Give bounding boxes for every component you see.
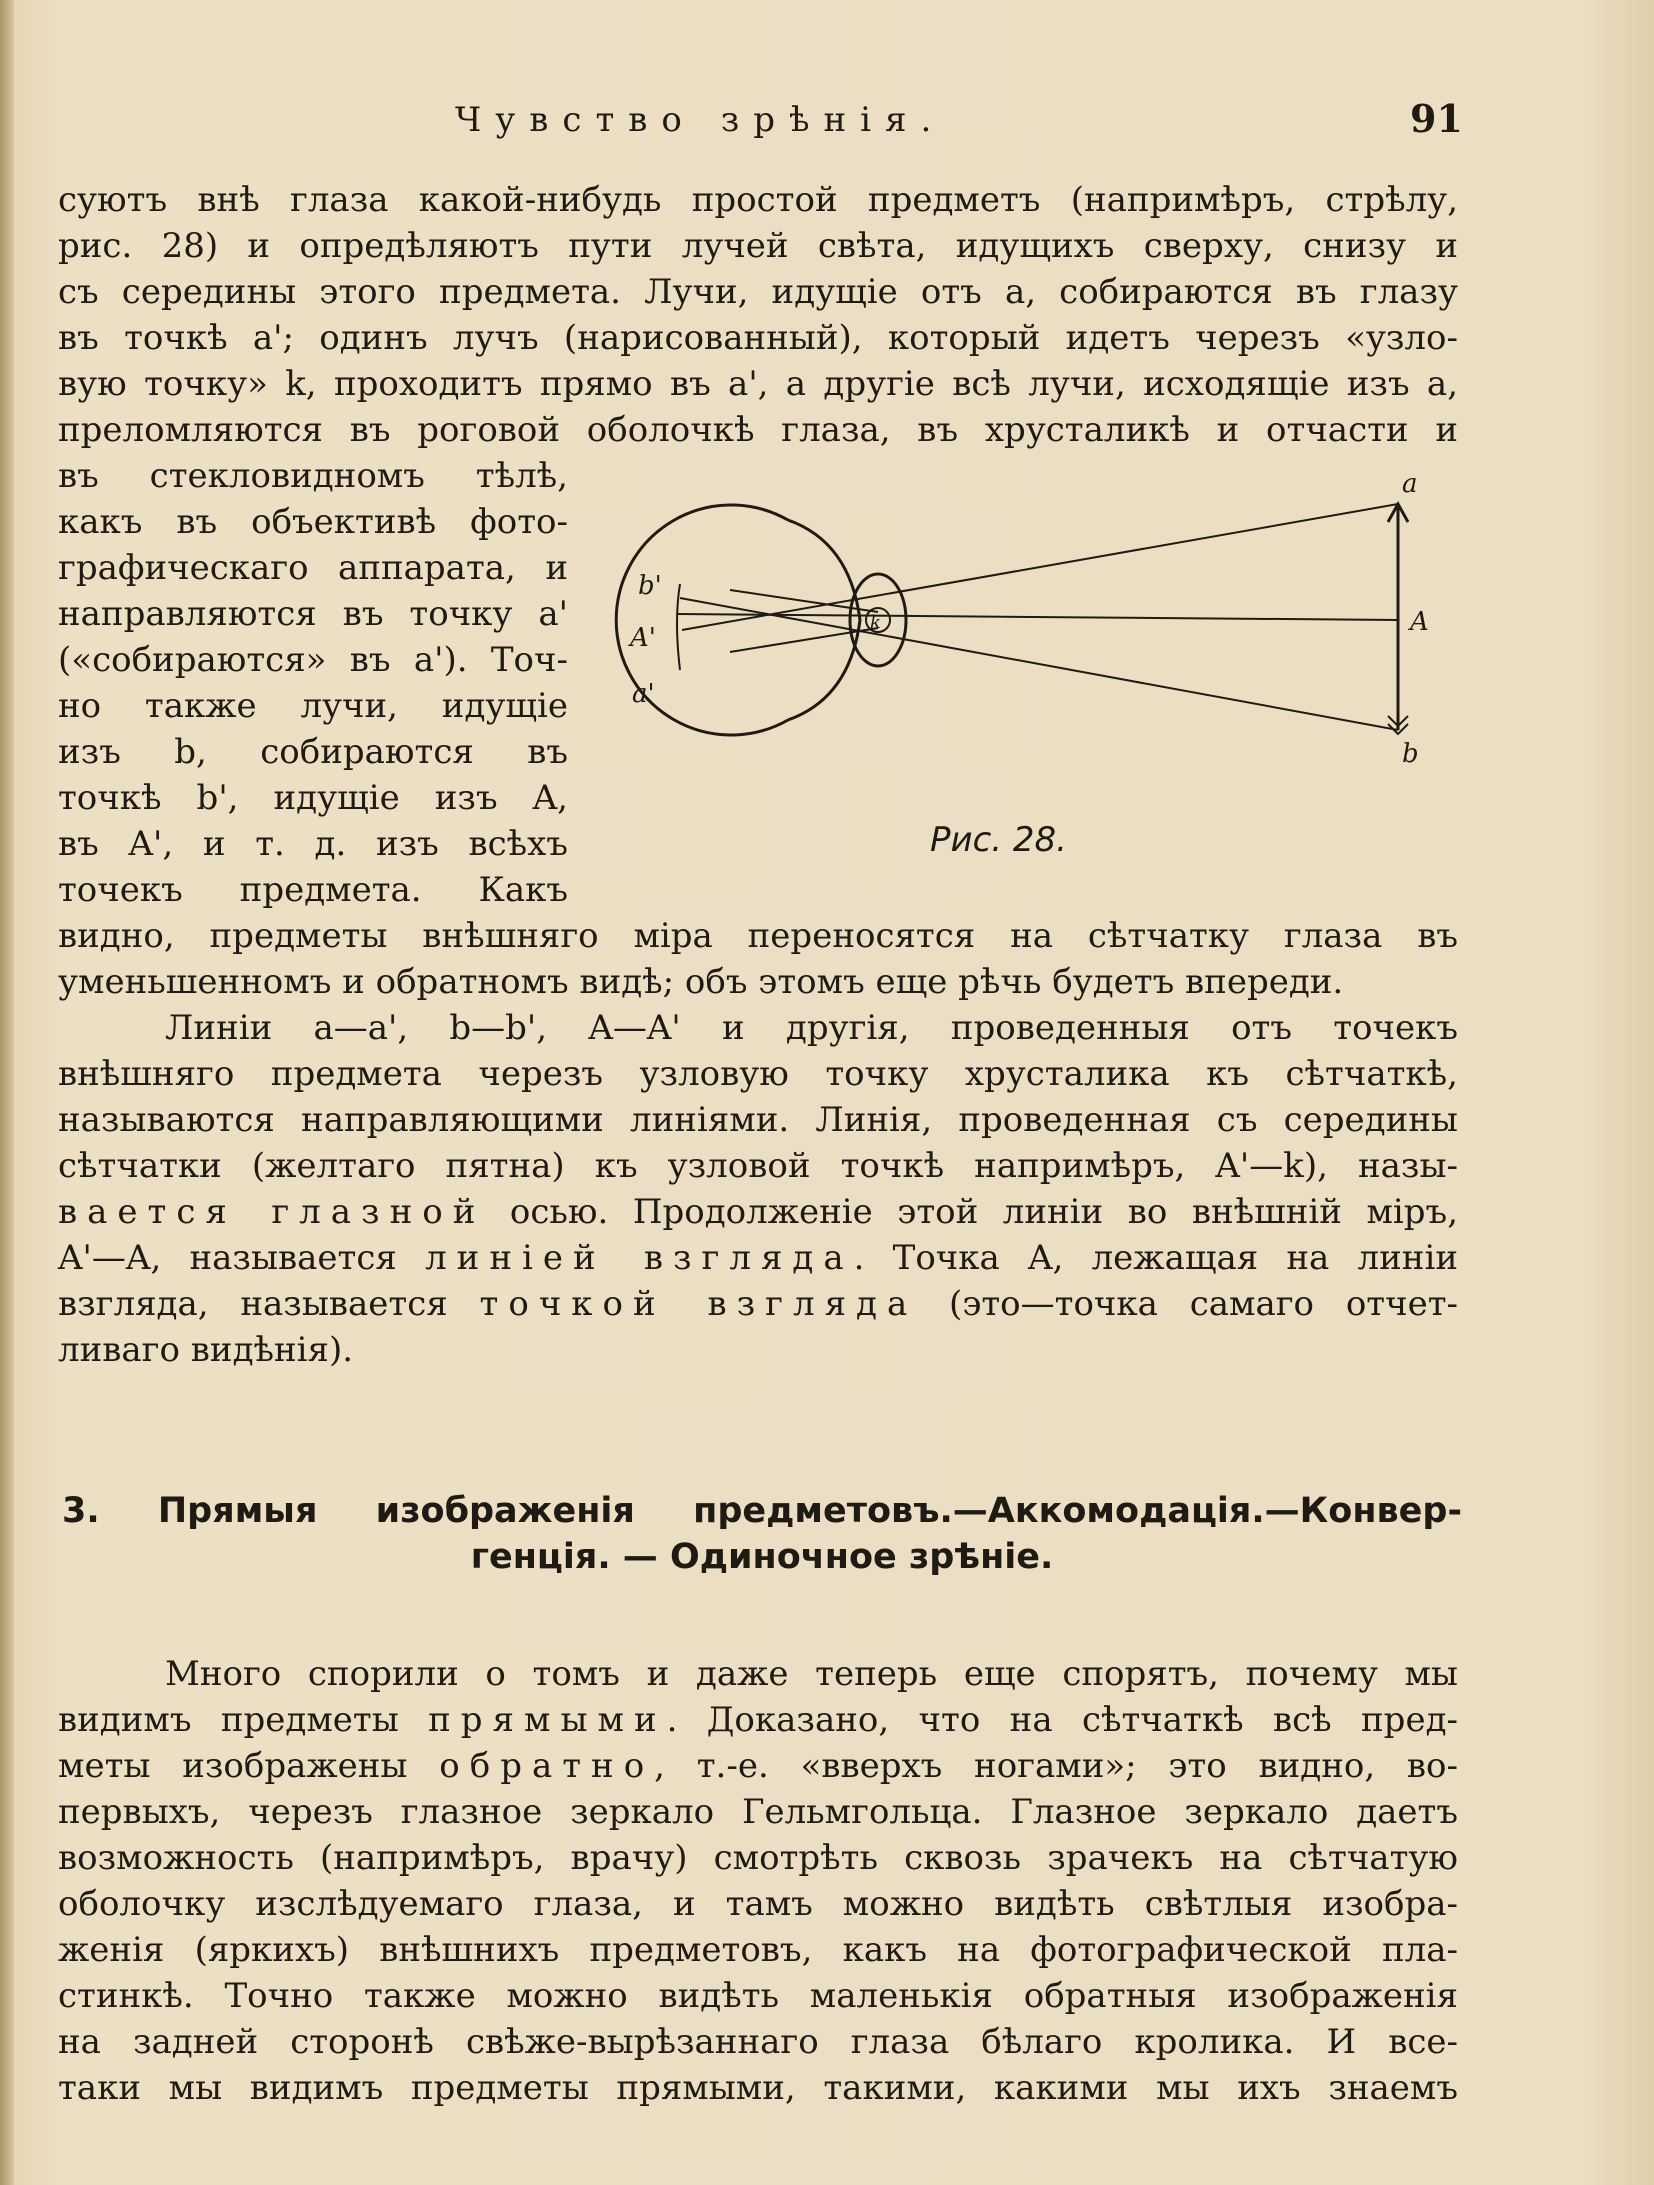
text-line: въ A', и т. д. изъ всѣхъ (58, 824, 568, 864)
text-line: внѣшняго предмета черезъ узловую точку хрусталика къ сѣтчаткѣ, (58, 1054, 1458, 1094)
figure-caption: Рис. 28. (930, 820, 1067, 860)
text-line: стинкѣ. Точно также можно видѣть маленькія обратныя изображенія (58, 1976, 1458, 2016)
eye-diagram-figure (610, 462, 1460, 862)
text-line: оболочку изслѣдуемаго глаза, и тамъ можно видѣть свѣтлыя изобра- (58, 1884, 1458, 1924)
text-fragment: . Точка A, лежащая на линіи (853, 1238, 1459, 1278)
spaced-term: обратно (439, 1746, 655, 1786)
text-line: Много спорили о томъ и даже теперь еще спорятъ, почему мы (165, 1654, 1458, 1694)
text-fragment: (это—точка самаго отчет- (917, 1284, 1459, 1324)
section-heading-line2: генція. — Одиночное зрѣніе. (470, 1537, 1054, 1577)
text-line: сѣтчатки (желтаго пятна) къ узловой точкѣ напримѣръ, A'—k), назы- (58, 1146, 1458, 1186)
section-heading-line1: 3. Прямыя изображенія предметовъ.—Аккомодація.—Конвер- (62, 1491, 1462, 1531)
text-line: графическаго аппарата, и (58, 548, 568, 588)
text-line: ливаго видѣнія). (58, 1330, 354, 1370)
label-A: A (1410, 607, 1429, 637)
text-line: въ точкѣ a'; одинъ лучъ (нарисованный), который идетъ черезъ «узло- (58, 318, 1458, 358)
text-line: уменьшенномъ и обратномъ видѣ; объ этомъ еще рѣчь будетъ впереди. (58, 962, 1344, 1002)
retina-arc (677, 584, 680, 670)
text-fragment: осью. Продолженіе этой линіи во внѣшній міръ, (485, 1192, 1458, 1232)
text-line: суютъ внѣ глаза какой-нибудь простой предметъ (напримѣръ, стрѣлу, (58, 180, 1458, 220)
text-line (58, 1238, 1458, 1278)
text-line: съ середины этого предмета. Лучи, идущіе отъ a, собираются въ глазу (58, 272, 1458, 312)
text-line: въ стекловидномъ тѣлѣ, (58, 456, 568, 496)
label-a: a (1402, 469, 1418, 499)
text-line: Линіи a—a', b—b', A—A' и другія, проведенныя отъ точекъ (165, 1008, 1458, 1048)
text-line: таки мы видимъ предметы прямыми, такими, какими мы ихъ знаемъ (58, 2068, 1458, 2108)
label-k: k (870, 612, 881, 633)
spaced-term: линіей взгляда (425, 1238, 854, 1278)
text-line (58, 1284, 1458, 1324)
text-line: преломляются въ роговой оболочкѣ глаза, въ хрусталикѣ и отчасти и (58, 410, 1458, 450)
section-heading (62, 1488, 1462, 1580)
text-line (58, 1746, 1458, 1786)
label-a-prime: a' (632, 679, 655, 709)
label-A-prime: A' (630, 623, 656, 653)
page-spine-shadow (0, 0, 14, 2185)
text-line: какъ въ объективѣ фото- (58, 502, 568, 542)
text-fragment: A'—A, называется (58, 1238, 426, 1278)
text-line: рис. 28) и опредѣляютъ пути лучей свѣта, идущихъ сверху, снизу и (58, 226, 1458, 266)
running-title: Чувство зрѣнія. (455, 100, 946, 140)
text-line: женія (яркихъ) внѣшнихъ предметовъ, какъ на фотографической пла- (58, 1930, 1458, 1970)
text-line: направляются въ точку a' (58, 594, 568, 634)
text-line: первыхъ, черезъ глазное зеркало Гельмгольца. Глазное зеркало даетъ (58, 1792, 1458, 1832)
text-line: но также лучи, идущіе (58, 686, 568, 726)
text-line: называются направляющими линіями. Линія, проведенная съ середины (58, 1100, 1458, 1140)
text-fragment: меты изображены (58, 1746, 440, 1786)
text-line (58, 1192, 1458, 1232)
text-line: изъ b, собираются въ (58, 732, 568, 772)
spaced-term: вается глазной (58, 1192, 486, 1232)
text-fragment: взгляда, называется (58, 1284, 480, 1324)
text-line: вую точку» k, проходитъ прямо въ a', а другіе всѣ лучи, исходящіе изъ a, (58, 364, 1458, 404)
text-line: («собираются» въ a'). Точ- (58, 640, 568, 680)
text-line: на задней сторонѣ свѣже-вырѣзаннаго глаза бѣлаго кролика. И все- (58, 2022, 1458, 2062)
text-line: точкѣ b', идущіе изъ A, (58, 778, 568, 818)
text-line: точекъ предмета. Какъ (58, 870, 568, 910)
page-number: 91 (1410, 96, 1463, 141)
eye-diagram (610, 462, 1460, 862)
spaced-term: точкой взгляда (479, 1284, 918, 1324)
text-line: видно, предметы внѣшняго міра переносятся на сѣтчатку глаза въ (58, 916, 1458, 956)
text-line: возможность (напримѣръ, врачу) смотрѣть сквозь зрачекъ на сѣтчатую (58, 1838, 1458, 1878)
ray-a (682, 504, 1398, 630)
text-fragment: видимъ предметы (58, 1700, 429, 1740)
text-line (58, 1700, 1458, 1740)
text-fragment: . Доказано, что на сѣтчаткѣ всѣ пред- (666, 1700, 1458, 1740)
text-fragment: , т.-е. «вверхъ ногами»; это видно, во- (654, 1746, 1458, 1786)
label-b-prime: b' (638, 571, 662, 601)
spaced-term: прямыми (428, 1700, 667, 1740)
label-b: b (1402, 739, 1419, 769)
